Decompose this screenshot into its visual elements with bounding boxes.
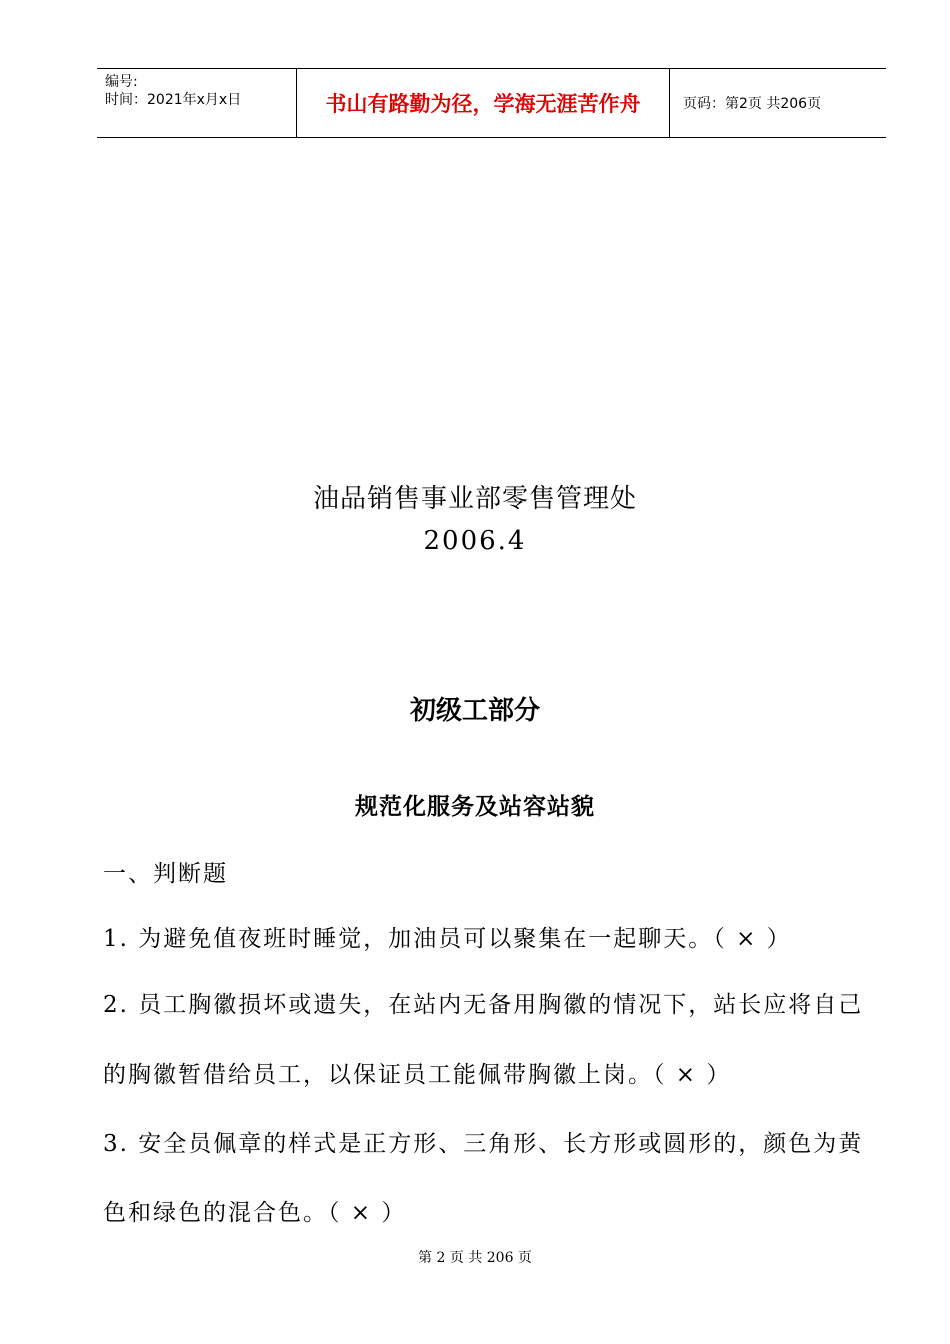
header-motto: 书山有路勤为径，学海无涯苦作舟: [297, 69, 670, 137]
part-title: 初级工部分: [409, 696, 540, 726]
question-line: 色和绿色的混合色。（ × ）: [103, 1200, 407, 1226]
page-header: [97, 68, 886, 138]
question-line: 3. 安全员佩章的样式是正方形、三角形、长方形或圆形的，颜色为黄: [103, 1131, 864, 1157]
document-time: 时间：2021年x月x日: [105, 92, 242, 108]
header-page-info: 页码：第2页 共206页: [683, 96, 822, 112]
question-line: 2. 员工胸徽损坏或遗失，在站内无备用胸徽的情况下，站长应将自己: [103, 992, 864, 1018]
question-line: 1. 为避免值夜班时睡觉，加油员可以聚集在一起聊天。（ × ）: [103, 926, 792, 952]
document-number-label: 编号:: [105, 74, 138, 90]
document-date: 2006.4: [423, 526, 527, 556]
question-line: 的胸徽暂借给员工，以保证员工能佩带胸徽上岗。（ × ）: [103, 1062, 732, 1088]
page-footer: 第 2 页 共 206 页: [418, 1250, 532, 1266]
section-title: 规范化服务及站容站貌: [355, 793, 595, 820]
question-type-heading: 一、判断题: [103, 861, 228, 887]
header-meta: [97, 69, 297, 137]
organization-title: 油品销售事业部零售管理处: [312, 484, 637, 514]
